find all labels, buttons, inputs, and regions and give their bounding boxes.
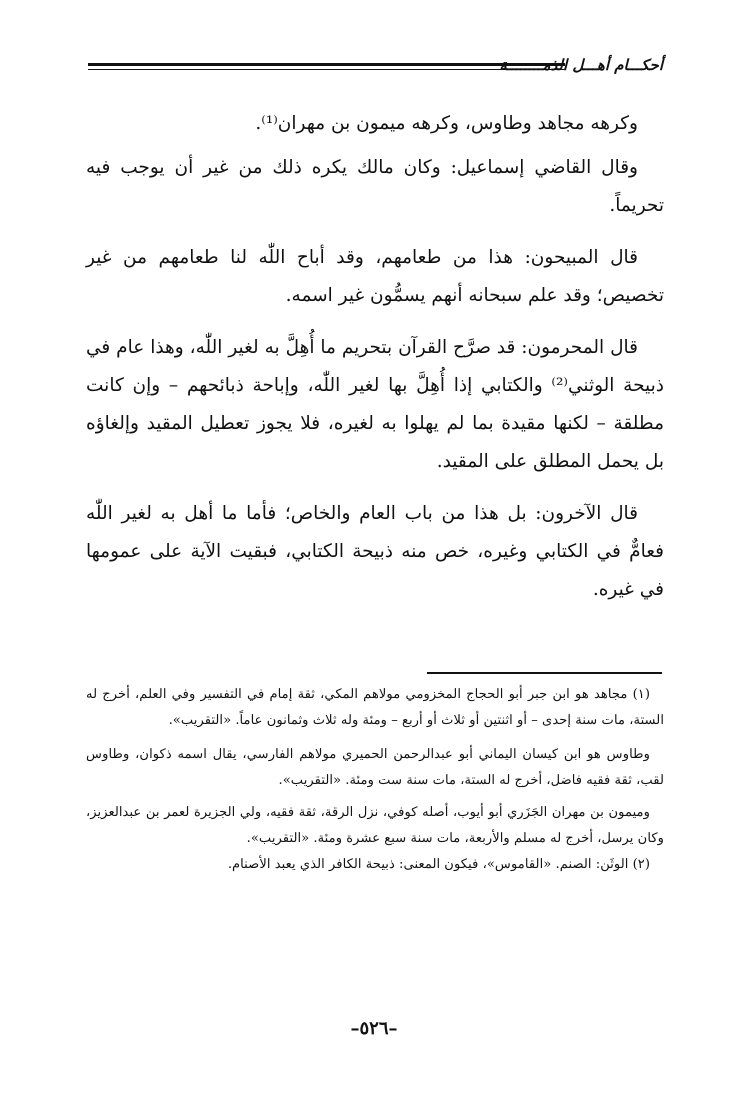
footnote-2: (٢) الوثَن: الصنم. «القاموس»، فيكون المعنى: ذبيحة الكافر الذي يعبد الأصنام. xyxy=(227,857,650,872)
header-rule-thick xyxy=(88,63,565,66)
running-header xyxy=(88,56,663,82)
main-text xyxy=(86,105,664,609)
paragraph-1: وكرهه مجاهد وطاوس، وكرهه ميمون بن مهران⁽¹⁾. xyxy=(255,113,638,134)
footnote-separator xyxy=(427,672,662,674)
running-header-title: أحكـــام أهـــل الذمــــــــة xyxy=(499,56,663,74)
header-rule-thin xyxy=(88,69,565,70)
footnote-1-maymun: وميمون بن مهران الجَزَري أبو أيوب، أصله كوفي، نزل الرقة، ثقة فقيه، ولي الجزيرة لعمر بن عبدالعزيز، وكان يرسل، أخرج له مسلم والأربعة، مات سنة سبع عشرة ومئة. «التقريب». xyxy=(86,805,664,846)
footnotes xyxy=(86,682,664,878)
paragraph-2: وقال القاضي إسماعيل: وكان مالك يكره ذلك من غير أن يوجب فيه تحريماً. xyxy=(86,157,664,216)
footnote-1-tawus: وطاوس هو ابن كيسان اليماني أبو عبدالرحمن الحميري مولاهم الفارسي، يقال اسمه ذكوان، وطاوس لقب، ثقة فقيه فاضل، أخرج له الستة، مات سنة ست ومئة. «التقريب». xyxy=(86,747,664,788)
paragraph-5: قال الآخرون: بل هذا من باب العام والخاص؛ فأما ما أهل به لغير اللّٰه فعامٌّ في الكتابي وغيره، خص منه ذبيحة الكتابي، فبقيت الآية على عمومها في غيره. xyxy=(86,503,664,600)
page-number: –٥٢٦– xyxy=(350,1018,398,1039)
paragraph-3: قال المبيحون: هذا من طعامهم، وقد أباح اللّٰه لنا طعامهم من غير تخصيص؛ وقد علم سبحانه أنهم يسمُّون غير اسمه. xyxy=(86,247,664,306)
paragraph-4: قال المحرمون: قد صرَّح القرآن بتحريم ما أُهِلَّ به لغير اللّٰه، وهذا عام في ذبيحة الوثني⁽²⁾ والكتابي إذا أُهِلَّ بها لغير اللّٰه، وإباحة ذبائحهم – وإن كانت مطلقة – لكنها مقيدة بما لم يهلوا به لغيره، فلا يجوز تعطيل المقيد وإلغاؤه بل يحمل المطلق على المقيد. xyxy=(86,337,664,472)
footnote-1: (١) مجاهد هو ابن جبر أبو الحجاج المخزومي مولاهم المكي، ثقة إمام في التفسير وفي العلم، أخرج له الستة، مات سنة إحدى – أو اثنتين أو ثلاث أو أربع – ومئة وله ثلاث وثمانون عاماً. «التقريب». xyxy=(86,687,664,728)
